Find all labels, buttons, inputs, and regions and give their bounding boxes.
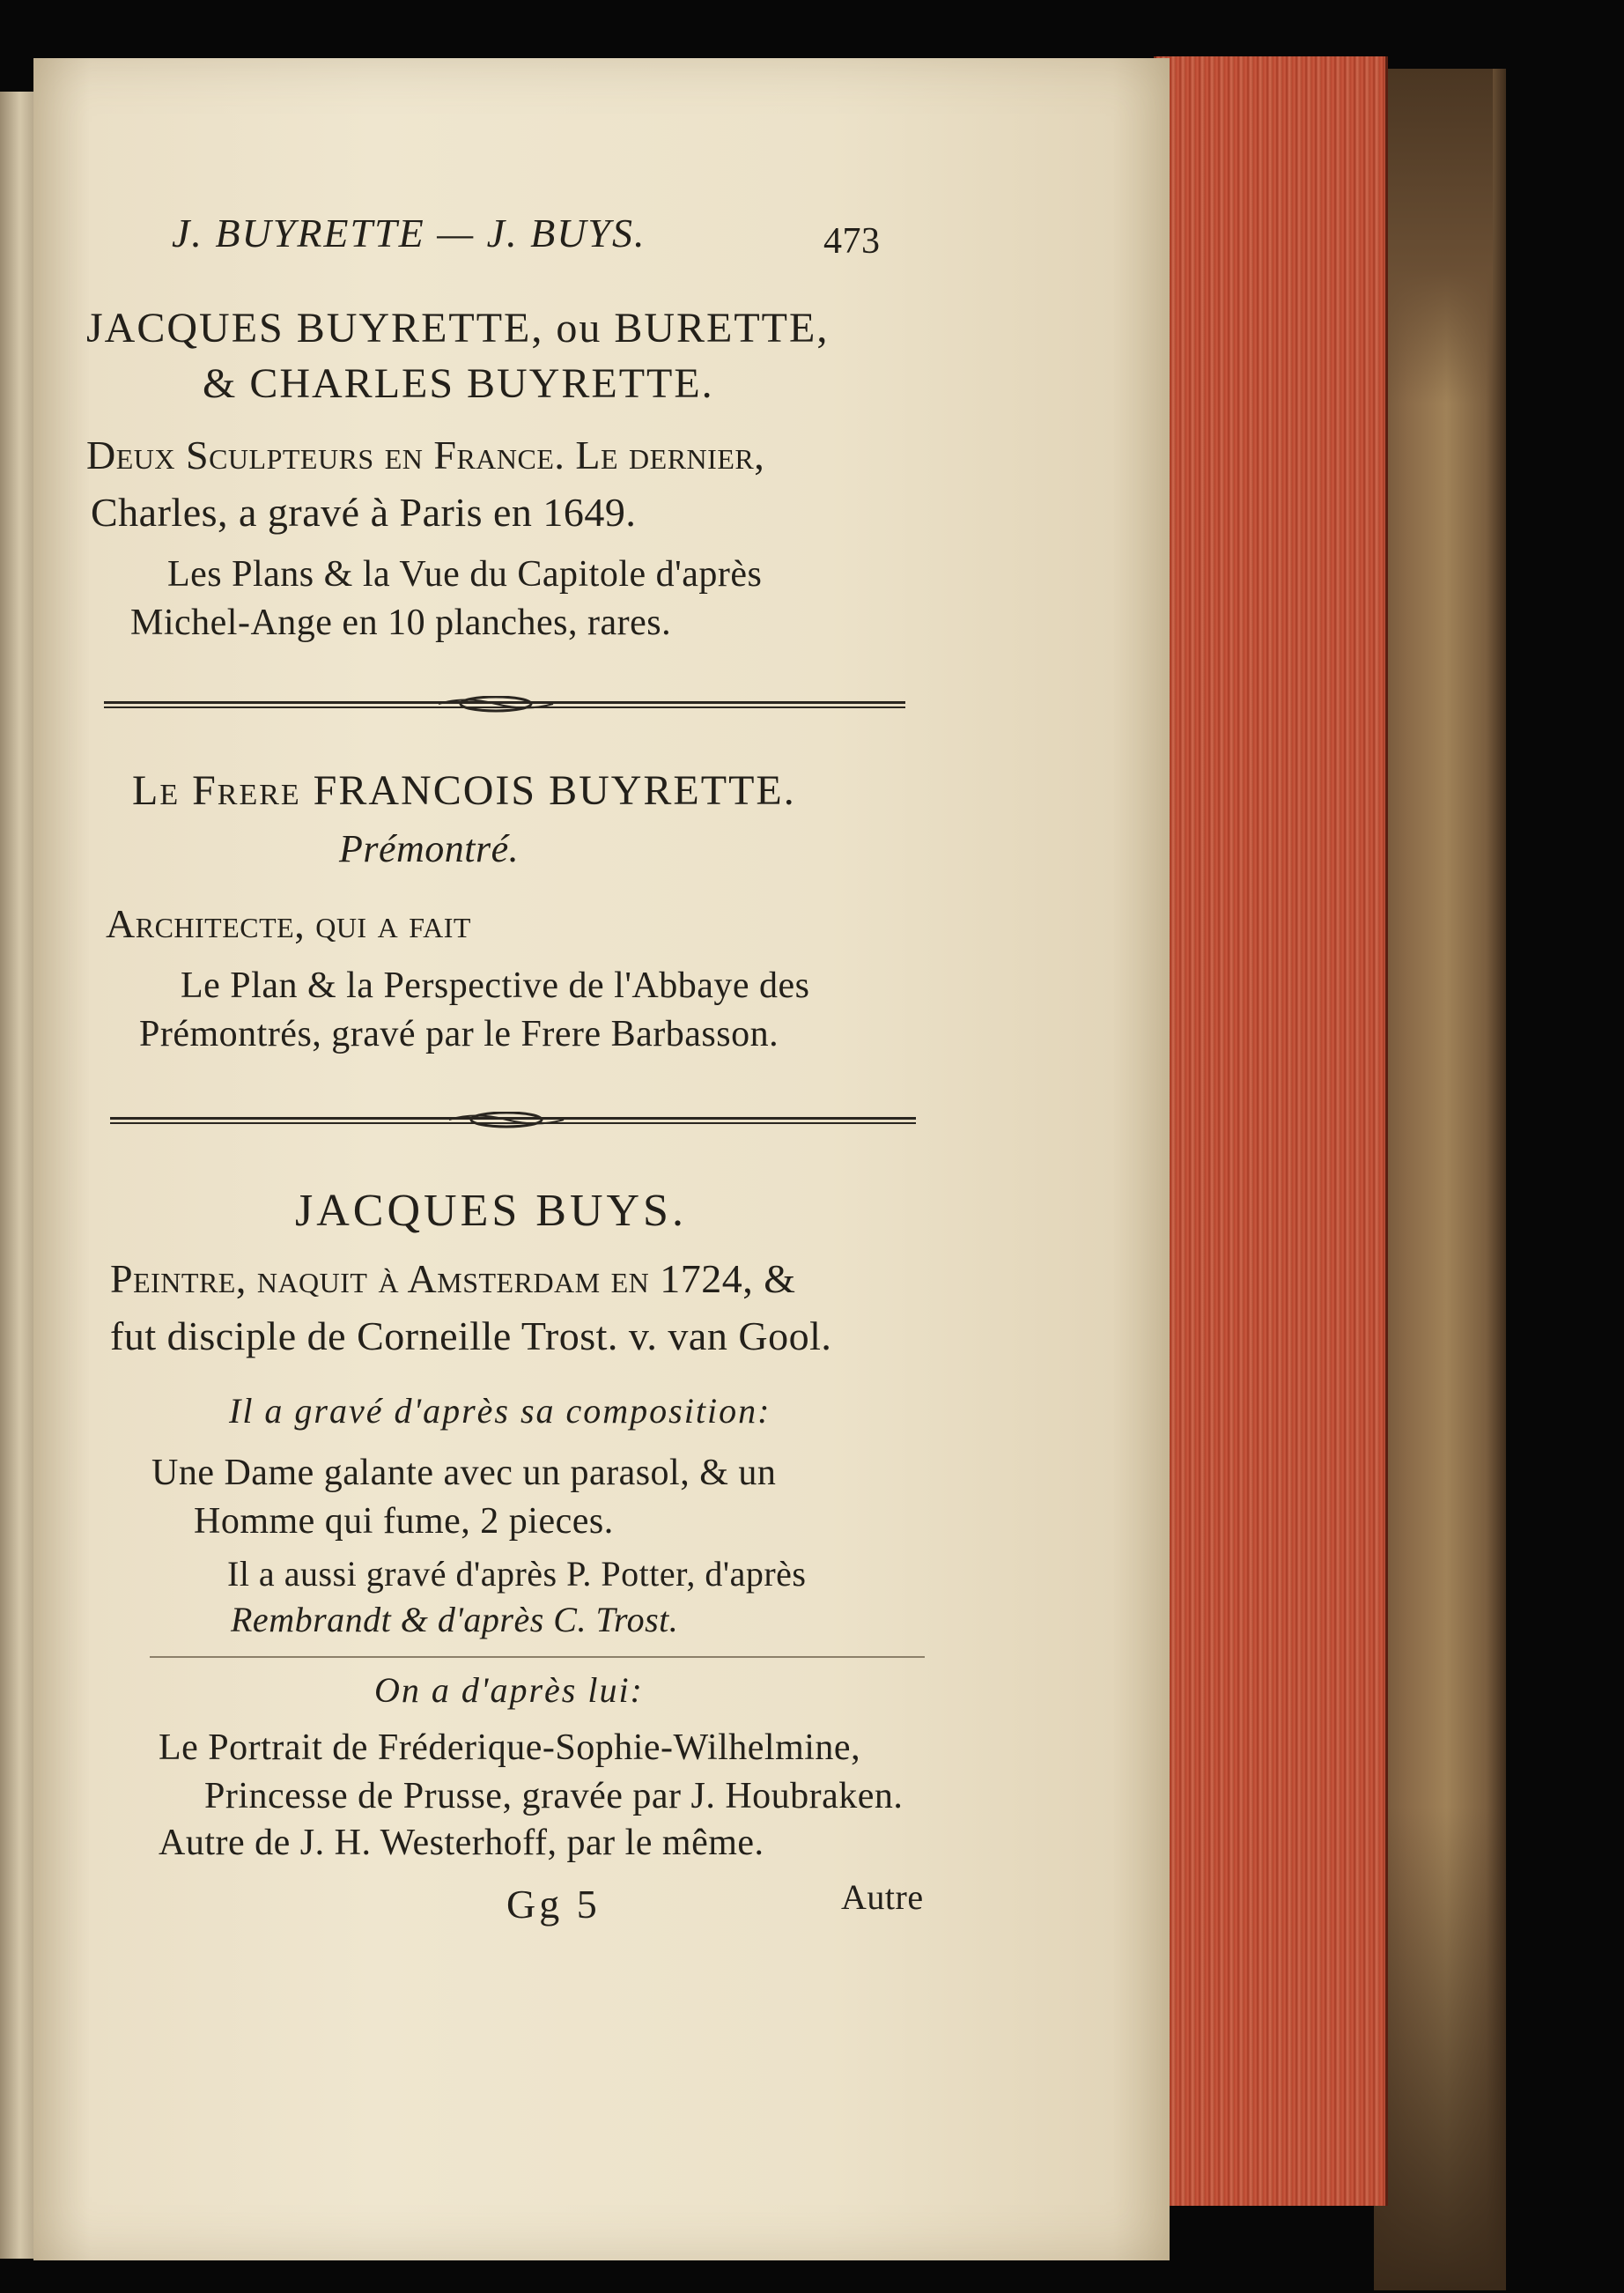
entry1-heading-line2: & CHARLES BUYRETTE. [203,360,714,407]
entry3-section2-title: On a d'après lui: [374,1670,644,1710]
entry3-work3-line1: Le Portrait de Fréderique-Sophie-Wilhelmine, [159,1727,861,1768]
entry2-heading: Le Frere FRANCOIS BUYRETTE. [132,767,796,814]
entry2-work-line1: Le Plan & la Perspective de l'Abbaye des [181,965,810,1006]
entry2-subheading: Prémontré. [339,827,520,870]
entry3-heading: JACQUES BUYS. [295,1186,687,1236]
book-cover-base-shadow [1374,1806,1506,2290]
page-number: 473 [823,221,881,262]
entry1-work-line2: Michel-Ange en 10 planches, rares. [130,603,672,643]
entry3-work3-line2: Princesse de Prusse, gravée par J. Houbraken. [204,1776,904,1816]
ornamental-rule-1 [104,696,905,708]
signature-mark: Gg 5 [506,1882,601,1927]
entry3-work2-line1: Il a aussi gravé d'après P. Potter, d'après [227,1554,807,1594]
entry3-work1-line1: Une Dame galante avec un parasol, & un [151,1453,777,1493]
entry3-body-line1: Peintre, naquit à Amsterdam en 1724, & [110,1256,796,1301]
entry3-work2-line2: Rembrandt & d'après C. Trost. [231,1600,679,1639]
entry1-body-line1: Deux Sculpteurs en France. Le dernier, [86,433,765,477]
facing-page-edge [0,92,35,2259]
entry3-section1-title: Il a gravé d'après sa composition: [229,1391,771,1431]
thin-separator [150,1656,925,1658]
entry1-heading-line1: JACQUES BUYRETTE, ou BURETTE, [86,305,830,351]
entry2-body-line1: Architecte, qui a fait [106,901,471,946]
ornamental-rule-2 [110,1112,916,1124]
entry2-work-line2: Prémontrés, gravé par le Frere Barbasson. [139,1014,779,1054]
entry3-work4-line1: Autre de J. H. Westerhoff, par le même. [159,1823,764,1863]
entry1-work-line1: Les Plans & la Vue du Capitole d'après [167,554,763,595]
catchword: Autre [841,1877,924,1917]
red-fore-edge [1154,56,1388,2206]
entry3-body-line2: fut disciple de Corneille Trost. v. van Gool. [110,1313,832,1358]
entry1-body-line2: Charles, a gravé à Paris en 1649. [91,490,637,535]
entry3-work1-line2: Homme qui fume, 2 pieces. [194,1501,614,1542]
running-head-title: J. BUYRETTE — J. BUYS. [172,211,646,255]
book-cover-top-shadow [1387,69,1493,403]
